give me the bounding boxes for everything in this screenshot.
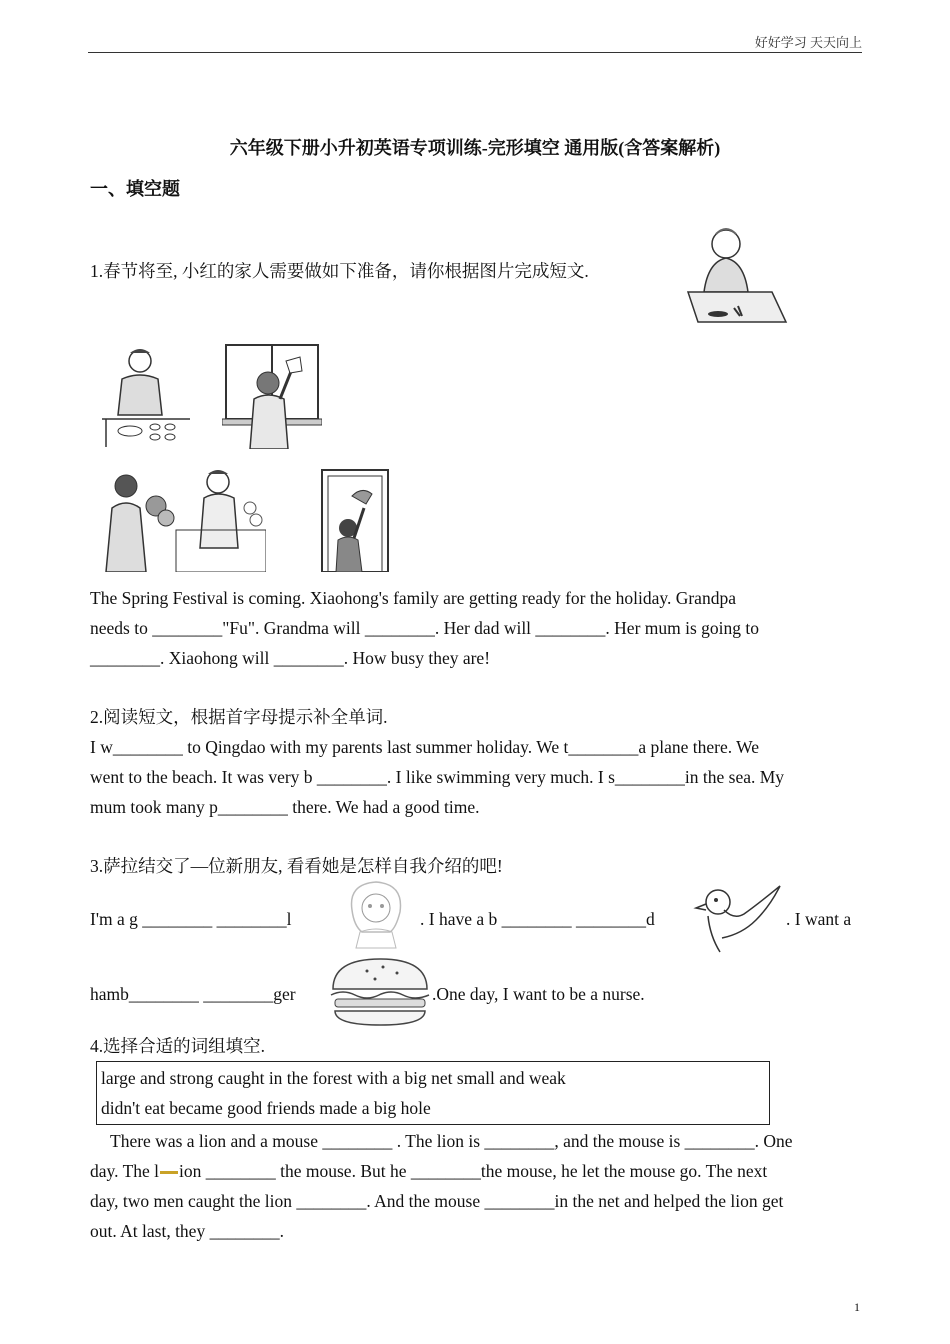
buying-flowers-illustration: [96, 468, 266, 572]
q4-text-line-2: [90, 1156, 767, 1186]
hamburger-illustration: [327, 955, 433, 1029]
girl-illustration: [332, 880, 418, 950]
q3-prompt: 3.萨拉结交了—位新朋友, 看看她是怎样自我介绍的吧!: [90, 856, 503, 876]
q1-prompt: 1.春节将至, 小红的家人需要做如下准备，请你根据图片完成短文.: [90, 261, 589, 281]
q4-text-line-2b: ion ________ the mouse. But he ________the mouse, he let the mouse go. The next: [179, 1161, 768, 1181]
grandpa-writing-fu-illustration: [668, 222, 792, 324]
q4-word-bank-row-1: large and strong caught in the forest with a big net small and weak: [101, 1068, 566, 1088]
q1-text-line-2: needs to ________"Fu". Grandma will ________. Her dad will ________. Her mum is going to: [90, 618, 760, 638]
q4-word-bank: [96, 1061, 770, 1125]
q3-part-1: I'm a g ________ ________l: [90, 909, 292, 929]
q3-part-3: . I want a: [786, 909, 852, 929]
q4-text-line-3: day, two men caught the lion ________. And the mouse ________in the net and helped the lion get: [90, 1191, 784, 1211]
dad-making-dumplings-illustration: [100, 343, 192, 447]
header-rule: [88, 52, 862, 53]
q4-prompt: 4.选择合适的词组填空.: [90, 1036, 265, 1056]
q2-text-line-1: I w________ to Qingdao with my parents last summer holiday. We t________a plane there. We: [90, 737, 760, 757]
section-heading: 一、填空题: [90, 179, 180, 199]
page-number: 1: [854, 1300, 860, 1314]
cleaning-window-illustration: [222, 343, 322, 449]
q2-text-line-2: went to the beach. It was very b ________. I like swimming very much. I s________in the sea. My: [90, 767, 785, 787]
highlight-mark: [160, 1171, 178, 1174]
q2-text-line-3: mum took many p________ there. We had a good time.: [90, 797, 480, 817]
q4-text-line-2a: day. The l: [90, 1161, 160, 1181]
q2-prompt: 2.阅读短文，根据首字母提示补全单词.: [90, 707, 388, 727]
bird-illustration: [690, 880, 786, 954]
q3-part-2: . I have a b ________ ________d: [420, 909, 655, 929]
header-motto: 好好学习 天天向上: [754, 35, 862, 50]
door-decoration-illustration: [318, 468, 392, 572]
q3-part-5: .One day, I want to be a nurse.: [432, 984, 645, 1004]
q4-text-line-4: out. At last, they ________.: [90, 1221, 284, 1241]
page-title: 六年级下册小升初英语专项训练-完形填空 通用版(含答案解析): [229, 138, 721, 158]
q4-text-line-1: There was a lion and a mouse ________ . The lion is ________, and the mouse is ________. One: [110, 1131, 793, 1151]
q1-text-line-3: ________. Xiaohong will ________. How busy they are!: [90, 648, 491, 668]
q3-part-4: hamb________ ________ger: [90, 984, 296, 1004]
q1-text-line-1: The Spring Festival is coming. Xiaohong's family are getting ready for the holiday. Grandpa: [90, 588, 736, 608]
q4-word-bank-row-2: didn't eat became good friends made a big hole: [101, 1098, 431, 1118]
